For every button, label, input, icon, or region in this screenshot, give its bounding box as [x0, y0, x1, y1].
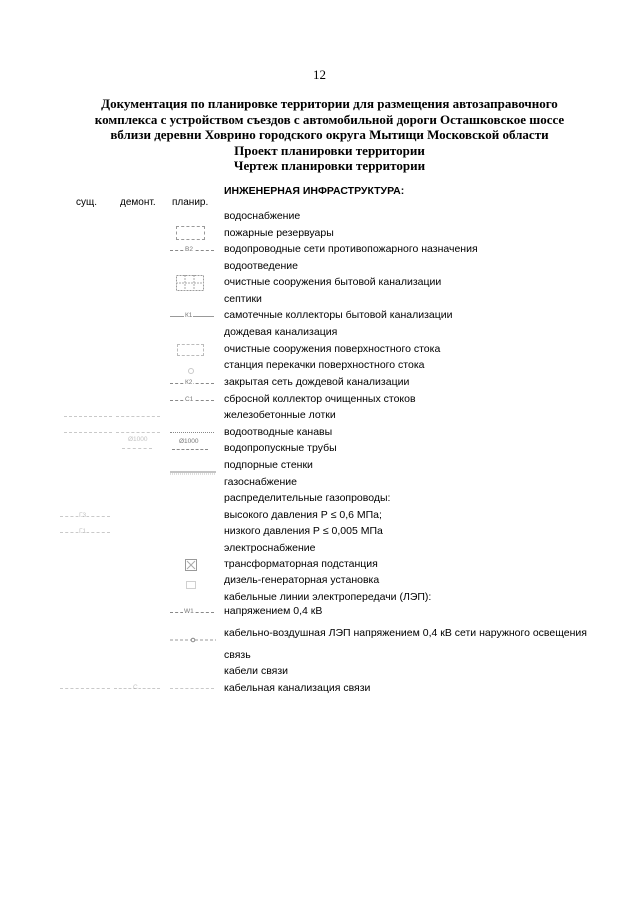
section-heading: ИНЖЕНЕРНАЯ ИНФРАСТРУКТУРА: — [224, 185, 405, 197]
legend-label-power-supply: электроснабжение — [224, 542, 316, 554]
legend-label-cable-lines: кабельные линии электропередачи (ЛЭП): — [224, 591, 432, 603]
legend-label-comm-ducts: кабельная канализация связи — [224, 682, 371, 694]
legend-label-drainage-ditches: водоотводные канавы — [224, 426, 333, 438]
gas-high-line-code: Г3 — [79, 512, 87, 519]
legend-label-pumping-station: станция перекачки поверхностного стока — [224, 359, 425, 371]
surface-treatment-symbol — [177, 344, 204, 356]
legend-label-household-treatment: очистные сооружения бытовой канализации — [224, 276, 442, 288]
legend-label-septic: септики — [224, 293, 262, 305]
legend-label-gas-low-pressure: низкого давления Р ≤ 0,005 МПа — [224, 525, 383, 537]
legend-label-closed-storm-network: закрытая сеть дождевой канализации — [224, 376, 410, 388]
legend-label-storm-sewer: дождевая канализация — [224, 326, 338, 338]
fire-water-line-code: В2 — [185, 246, 193, 253]
culvert-planned-code: Ø1000 — [179, 438, 199, 445]
legend-label-gravity-collectors: самотечные коллекторы бытовой канализации — [224, 309, 453, 321]
legend-label-voltage-04kv: напряжением 0,4 кВ — [224, 605, 323, 617]
ditch-planned-symbol — [170, 432, 214, 433]
legend-label-lighting-line: кабельно-воздушная ЛЭП напряжением 0,4 кВ сети наружного освещения — [224, 627, 587, 639]
telecom-planned-symbol — [170, 688, 214, 689]
legend-label-sewerage: водоотведение — [224, 260, 298, 272]
ditch-existing-symbol — [64, 432, 112, 433]
legend-label-surface-treatment: очистные сооружения поверхностного стока — [224, 343, 441, 355]
legend-label-fire-tanks: пожарные резервуары — [224, 227, 334, 239]
legend-label-concrete-trays: железобетонные лотки — [224, 409, 336, 421]
gas-low-line-code: Г1 — [79, 528, 87, 535]
column-header-planned: планир. — [172, 197, 209, 208]
legend-label-retaining-walls: подпорные стенки — [224, 459, 313, 471]
culvert-existing-code: Ø1000 — [128, 436, 148, 443]
retaining-wall-symbol — [170, 463, 216, 481]
document-title — [40, 96, 619, 174]
page-number: 12 — [313, 67, 326, 82]
title-line: Документация по планировке территории для размещения автозаправочного — [101, 96, 558, 111]
legend-label-water-supply: водоснабжение — [224, 210, 301, 222]
lighting-line-symbol — [170, 630, 216, 648]
title-line: Проект планировки территории — [234, 142, 425, 158]
legend-label-gas-supply: газоснабжение — [224, 476, 298, 488]
concrete-tray-existing-symbol — [64, 416, 112, 417]
legend-label-communication: связь — [224, 649, 251, 661]
title-line: комплекса с устройством съездов с автомобильной дороги Осташковское шоссе — [94, 111, 565, 127]
pumping-station-icon — [187, 362, 195, 380]
legend-label-culverts: водопропускные трубы — [224, 442, 337, 454]
ditch-demolished-symbol — [116, 432, 160, 433]
legend-label-gas-distribution: распределительные газопроводы: — [224, 492, 391, 504]
telecom-line-code: С — [133, 684, 138, 691]
discharge-line-code: С1 — [185, 396, 194, 403]
legend-label-transformer: трансформаторная подстанция — [224, 558, 378, 570]
culvert-planned-symbol — [172, 449, 208, 450]
diesel-generator-icon — [186, 576, 196, 594]
power-line-code: W1 — [184, 608, 194, 615]
sewer-line-code: К1 — [185, 312, 193, 319]
legend-label-comm-cables: кабели связи — [224, 665, 289, 677]
title-line: вблизи деревни Ховрино городского округа Мытищи Московской области — [110, 127, 549, 142]
concrete-tray-demolished-symbol — [116, 416, 160, 417]
column-header-existing: сущ. — [76, 197, 98, 208]
legend-label-diesel-generator: дизель-генераторная установка — [224, 574, 380, 586]
column-header-demolished: демонт. — [120, 197, 156, 208]
household-treatment-symbol — [176, 275, 204, 296]
legend-label-discharge-collector: сбросной коллектор очищенных стоков — [224, 393, 416, 405]
culvert-existing-symbol — [122, 448, 152, 449]
legend-label-fire-water-network: водопроводные сети противопожарного назначения — [224, 243, 478, 255]
legend-label-gas-high-pressure: высокого давления Р ≤ 0,6 МПа; — [224, 509, 382, 521]
transformer-icon — [185, 558, 197, 576]
telecom-existing-symbol — [60, 688, 110, 689]
fire-tank-symbol — [176, 226, 205, 240]
title-line: Чертеж планировки территории — [233, 158, 426, 173]
storm-line-code: К2 — [185, 379, 193, 386]
